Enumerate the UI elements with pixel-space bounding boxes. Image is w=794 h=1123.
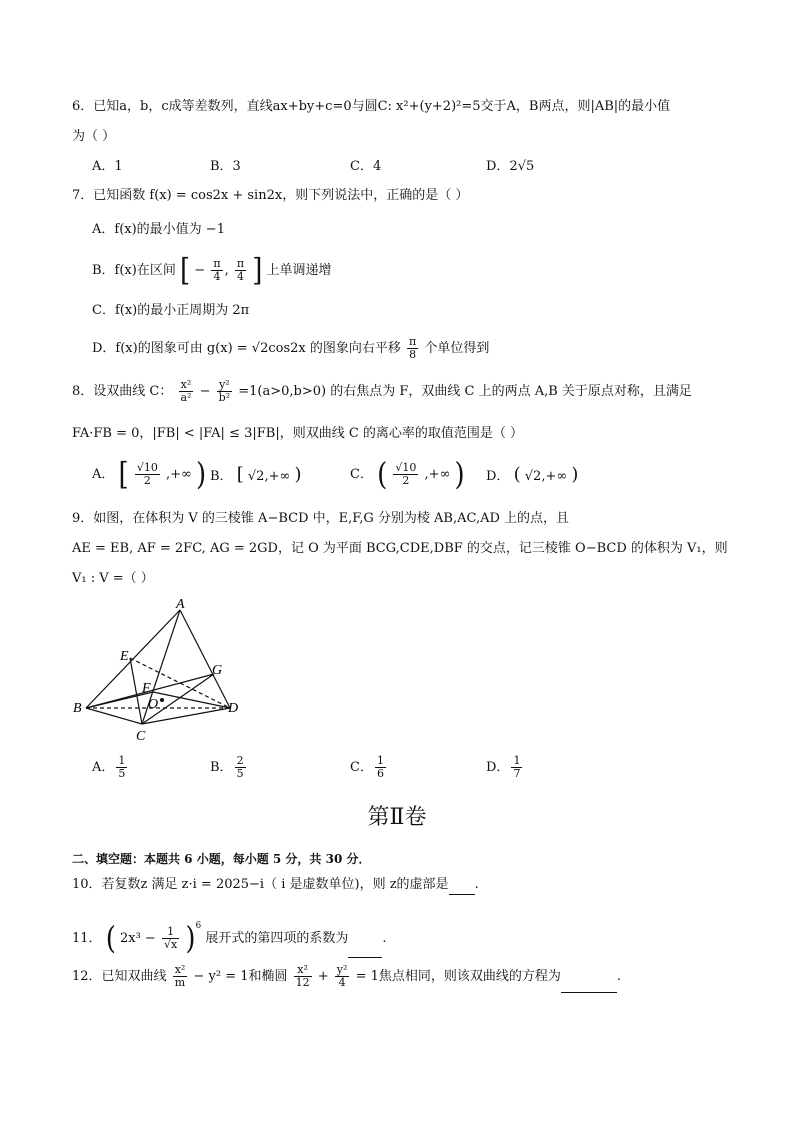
q8-stem-pre: 8．设双曲线 C： [72,384,173,399]
q8-option-c: C． ( $\frac{√10}{2}$ ,+∞ ) [350,456,465,493]
label-a: A [176,597,185,612]
q8-option-b: B． [ √2,+∞ ) [210,464,302,485]
q7-option-d [92,336,489,362]
minus-sign: − [199,384,211,399]
frac-y2-b2: $\frac{\text{y²}}{\text{b²}}$ [218,378,231,404]
label-g: G [212,663,223,678]
q6-line2: 为（ ） [72,129,116,144]
frac-pi-4-b: $\frac{\pi}{4}$ [236,257,245,283]
frac-pi-4-a: $\frac{\pi}{4}$ [213,257,221,283]
edge-bc [86,708,142,724]
frac-x2-a2: $\frac{\text{x²}}{\text{a²}}$ [180,378,192,404]
frac-x2-m: $\frac{\text{x²}}{m}$ [174,963,186,989]
line-ec [130,658,142,724]
q9-option-d: D． $\frac{1}{7}$ [486,754,521,780]
label-c: C [136,729,146,744]
q10-text: 10．若复数z 满足 z·i = 2025−i（ i 是虚数单位)，则 z的虚部是 [72,877,449,892]
label-o: O [148,697,159,712]
q7-option-b-post: 上单调递增 [266,263,332,278]
q8-line2: FA·FB = 0，|FB| < |FA| ≤ 3|FB|，则双曲线 C 的离心率的取值范围是（ ） [72,426,524,441]
q6-line1: 6．已知a，b，c成等差数列，直线ax+by+c=0与圆C: x²+(y+2)²=5交于A，B两点，则|AB|的最小值 [72,99,671,114]
q8-stem-post: =1(a>0,b>0) 的右焦点为 F，双曲线 C 上的两点 A,B 关于原点对称，且满足 [238,384,692,399]
q6-option-d: D．2√5 [486,159,535,174]
minus-sign: − [194,263,206,278]
frac-sqrt10-2: $\frac{√10}{2}$ [136,461,158,487]
q7-stem: 7．已知函数 f(x) = cos2x + sin2x，则下列说法中，正确的是（ ） [72,188,469,203]
q7-option-a: A．f(x)的最小值为 −1 [92,222,225,237]
tetrahedron-figure [70,596,250,746]
frac-1-sqrtx: $\frac{1}{√x}$ [163,925,178,951]
answer-blank [561,962,617,993]
q6-option-b: B．3 [210,159,241,174]
q9-option-b: B． $\frac{2}{5}$ [210,754,244,780]
section-heading: 二、填空题：本题共 6 小题，每小题 5 分，共 30 分． [72,852,371,866]
q11-line: 11． ( 2x³ − $\frac{1}{√x}$ )$^6$ 展开式的第四项的系数为 . [72,920,387,957]
section-title: 第Ⅱ卷 [367,805,427,830]
q8-stem [72,378,692,406]
bracket-right: ] [252,252,263,289]
q10-line: 10．若复数z 满足 z·i = 2025−i（ i 是虚数单位)，则 z的虚部是 . [72,876,479,895]
line-fd [153,692,230,708]
q11-text: 展开式的第四项的系数为 [205,931,349,946]
q7-option-b: B．f(x)在区间 [ − $\frac{\pi}{4}$ , $\frac{\pi}{4}$ ] 上单调递增 [92,252,332,289]
q6-option-c: C．4 [350,159,382,174]
frac-y2-4: $\frac{\text{y²}}{4}$ [336,963,348,989]
q9-line3: V₁ : V =（ ） [72,571,154,586]
q7-option-c: C．f(x)的最小正周期为 2π [92,303,250,318]
frac-sqrt10-2: $\frac{√10}{2}$ [395,461,417,487]
q6-option-a: A．1 [92,159,123,174]
q9-option-a: A． $\frac{1}{5}$ [92,754,126,780]
edge-ad [180,610,230,708]
q9-line1: 9．如图，在体积为 V 的三棱锥 A−BCD 中，E,F,G 分别为棱 AB,AC,AD 上的点，且 [72,511,570,526]
q7-option-d-pre: D．f(x)的图象可由 g(x) = √2cos2x 的图象向右平移 [92,341,401,356]
q8-option-a: A． [ $\frac{√10}{2}$ ,+∞ ) [92,456,207,493]
bracket-left: [ [179,252,191,289]
label-f: F [142,681,151,696]
frac-x2-12: $\frac{\text{x²}}{12}$ [295,963,310,989]
label-b: B [73,701,82,716]
q8-option-d: D． ( √2,+∞ ) [486,464,579,485]
q9-line2: AE = EB, AF = 2FC, AG = 2GD，记 O 为平面 BCG,CDE,DBF 的交点，记三棱锥 O−BCD 的体积为 V₁，则 [72,541,728,556]
frac-pi-8: $\frac{\pi}{8}$ [409,335,417,361]
q7-option-d-post: 个单位得到 [424,341,490,356]
answer-blank [348,921,382,958]
exponent: 6 [195,921,202,931]
q12-line: 12．已知双曲线 $\frac{\text{x²}}{m}$ − y² = 1和椭圆 $\frac{\text{x²}}{12}$ + $\frac{\text{y²}}{4}$ = 1焦点相同，则该双曲线的方程为 . [72,962,621,993]
q9-option-c: C． $\frac{1}{6}$ [350,754,384,780]
answer-blank [449,876,475,895]
label-d: D [228,701,239,716]
point-o [160,698,164,702]
label-e: E [120,649,129,664]
q7-option-b-pre: B．f(x)在区间 [92,263,176,278]
